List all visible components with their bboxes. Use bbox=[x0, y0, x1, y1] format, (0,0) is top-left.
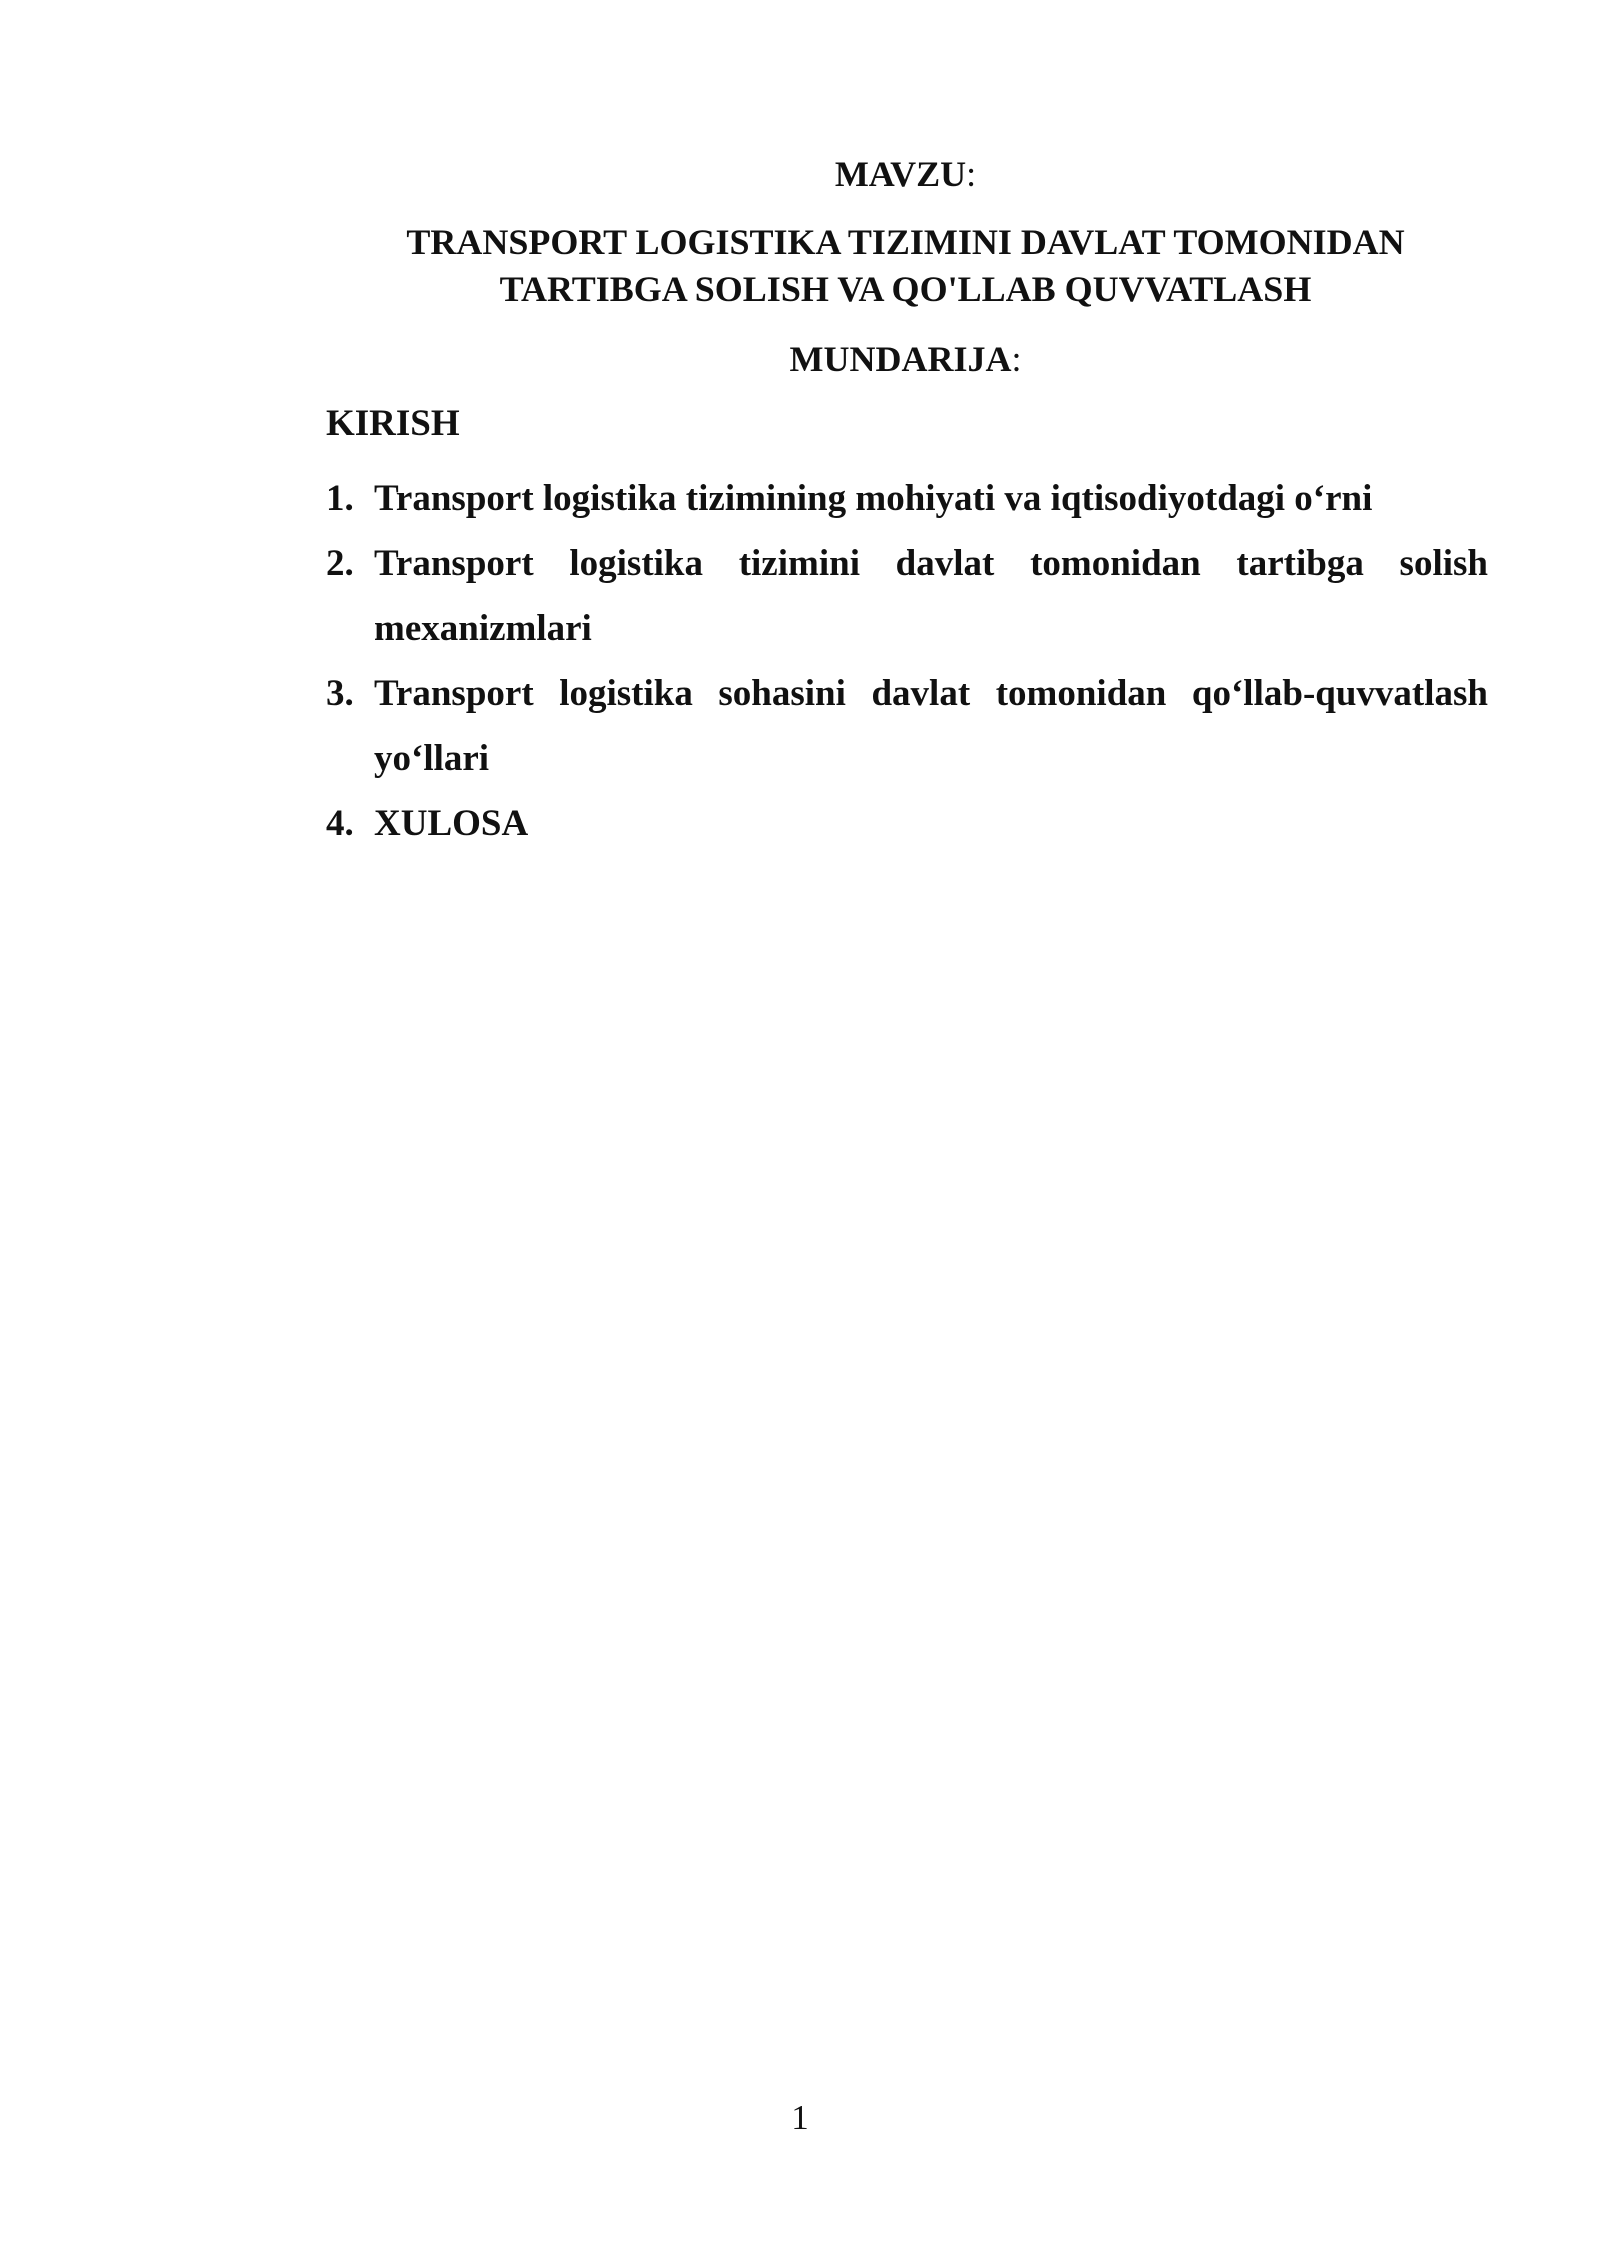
toc-item-text: Transport logistika tizimini davlat tomonidan tartibga solish mexanizmlari bbox=[374, 543, 1488, 649]
page-number: 1 bbox=[791, 2098, 809, 2137]
toc-item-number: 4. bbox=[326, 803, 354, 844]
topic-title-text: TRANSPORT LOGISTIKA TIZIMINI DAVLAT TOMONIDAN TARTIBGA SOLISH VA QO'LLAB QUVVATLASH bbox=[406, 222, 1405, 309]
toc-intro: KIRISH bbox=[326, 403, 460, 444]
contents-label: MUNDARIJA bbox=[789, 339, 1012, 379]
toc-item-text: Transport logistika tizimining mohiyati va iqtisodiyotdagi o‘rni bbox=[374, 478, 1373, 519]
toc-item bbox=[326, 661, 1488, 791]
contents-heading bbox=[323, 336, 1488, 383]
toc-item-text: Transport logistika sohasini davlat tomonidan qo‘llab-quvvatlash yo‘llari bbox=[374, 673, 1488, 779]
toc-item bbox=[326, 466, 1488, 531]
toc-item-text: XULOSA bbox=[374, 803, 529, 844]
topic-label-colon: : bbox=[966, 154, 977, 194]
topic-label: MAVZU bbox=[834, 154, 967, 194]
toc-item bbox=[326, 791, 1488, 856]
topic-label-heading bbox=[323, 151, 1488, 198]
toc-item-number: 1. bbox=[326, 478, 354, 519]
toc-item-number: 3. bbox=[326, 673, 354, 714]
toc-item-number: 2. bbox=[326, 543, 354, 584]
toc-list bbox=[326, 466, 1488, 856]
toc-item bbox=[326, 531, 1488, 661]
contents-label-colon: : bbox=[1011, 339, 1022, 379]
topic-title bbox=[323, 219, 1488, 313]
